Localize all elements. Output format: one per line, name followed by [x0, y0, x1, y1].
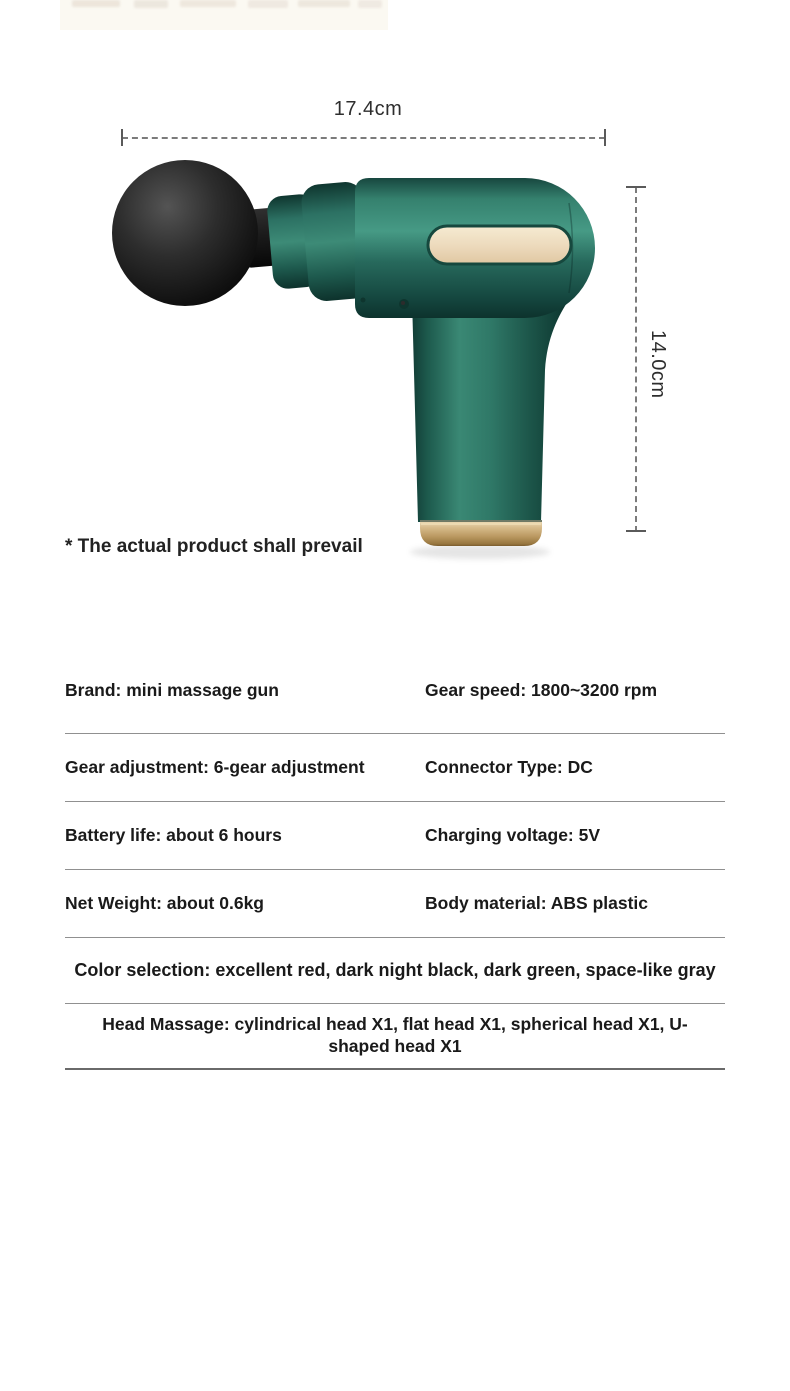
spec-net-weight: Net Weight: about 0.6kg — [65, 893, 264, 913]
spec-row-head-massage — [65, 1004, 725, 1070]
disclaimer-text: * The actual product shall prevail — [65, 536, 363, 557]
spec-row-battery-voltage — [65, 802, 725, 870]
spec-gear-speed: Gear speed: 1800~3200 rpm — [425, 680, 658, 700]
product-shadow — [410, 545, 550, 559]
spec-brand: Brand: mini massage gun — [65, 680, 279, 700]
width-dimension-tick-right — [604, 129, 606, 146]
body-strip — [428, 226, 571, 264]
faded-print-artifact — [298, 0, 350, 7]
spherical-head — [112, 160, 258, 306]
pin-dot — [361, 298, 366, 303]
spec-charging-voltage: Charging voltage: 5V — [425, 825, 601, 845]
height-dimension-label: 14.0cm — [647, 330, 669, 399]
spec-table — [65, 648, 725, 1070]
width-dimension-line — [122, 137, 605, 139]
spec-gear-adjustment: Gear adjustment: 6-gear adjustment — [65, 757, 365, 777]
spec-row-adjustment-connector — [65, 734, 725, 802]
faded-print-remnant-band — [60, 0, 388, 30]
width-dimension-tick-left — [121, 129, 123, 146]
faded-print-artifact — [358, 0, 382, 8]
width-dimension-label: 17.4cm — [333, 98, 403, 120]
spec-battery-life: Battery life: about 6 hours — [65, 825, 282, 845]
spec-color-selection: Color selection: excellent red, dark night black, dark green, space-like gray — [74, 960, 716, 980]
button-dot-center — [401, 301, 405, 305]
faded-print-artifact — [180, 0, 236, 7]
spec-head-massage: Head Massage: cylindrical head X1, flat head X1, spherical head X1, U-shaped head X1 — [102, 1014, 688, 1056]
massage-gun-product-image — [90, 148, 660, 568]
spec-row-color-selection — [65, 938, 725, 1004]
faded-print-artifact — [72, 0, 120, 7]
handle — [412, 298, 570, 522]
faded-print-artifact — [134, 0, 168, 8]
spec-row-brand-speed — [65, 648, 725, 734]
spec-body-material: Body material: ABS plastic — [425, 893, 649, 913]
faded-print-artifact — [248, 0, 288, 8]
spec-connector-type: Connector Type: DC — [425, 757, 593, 777]
spec-row-weight-material — [65, 870, 725, 938]
